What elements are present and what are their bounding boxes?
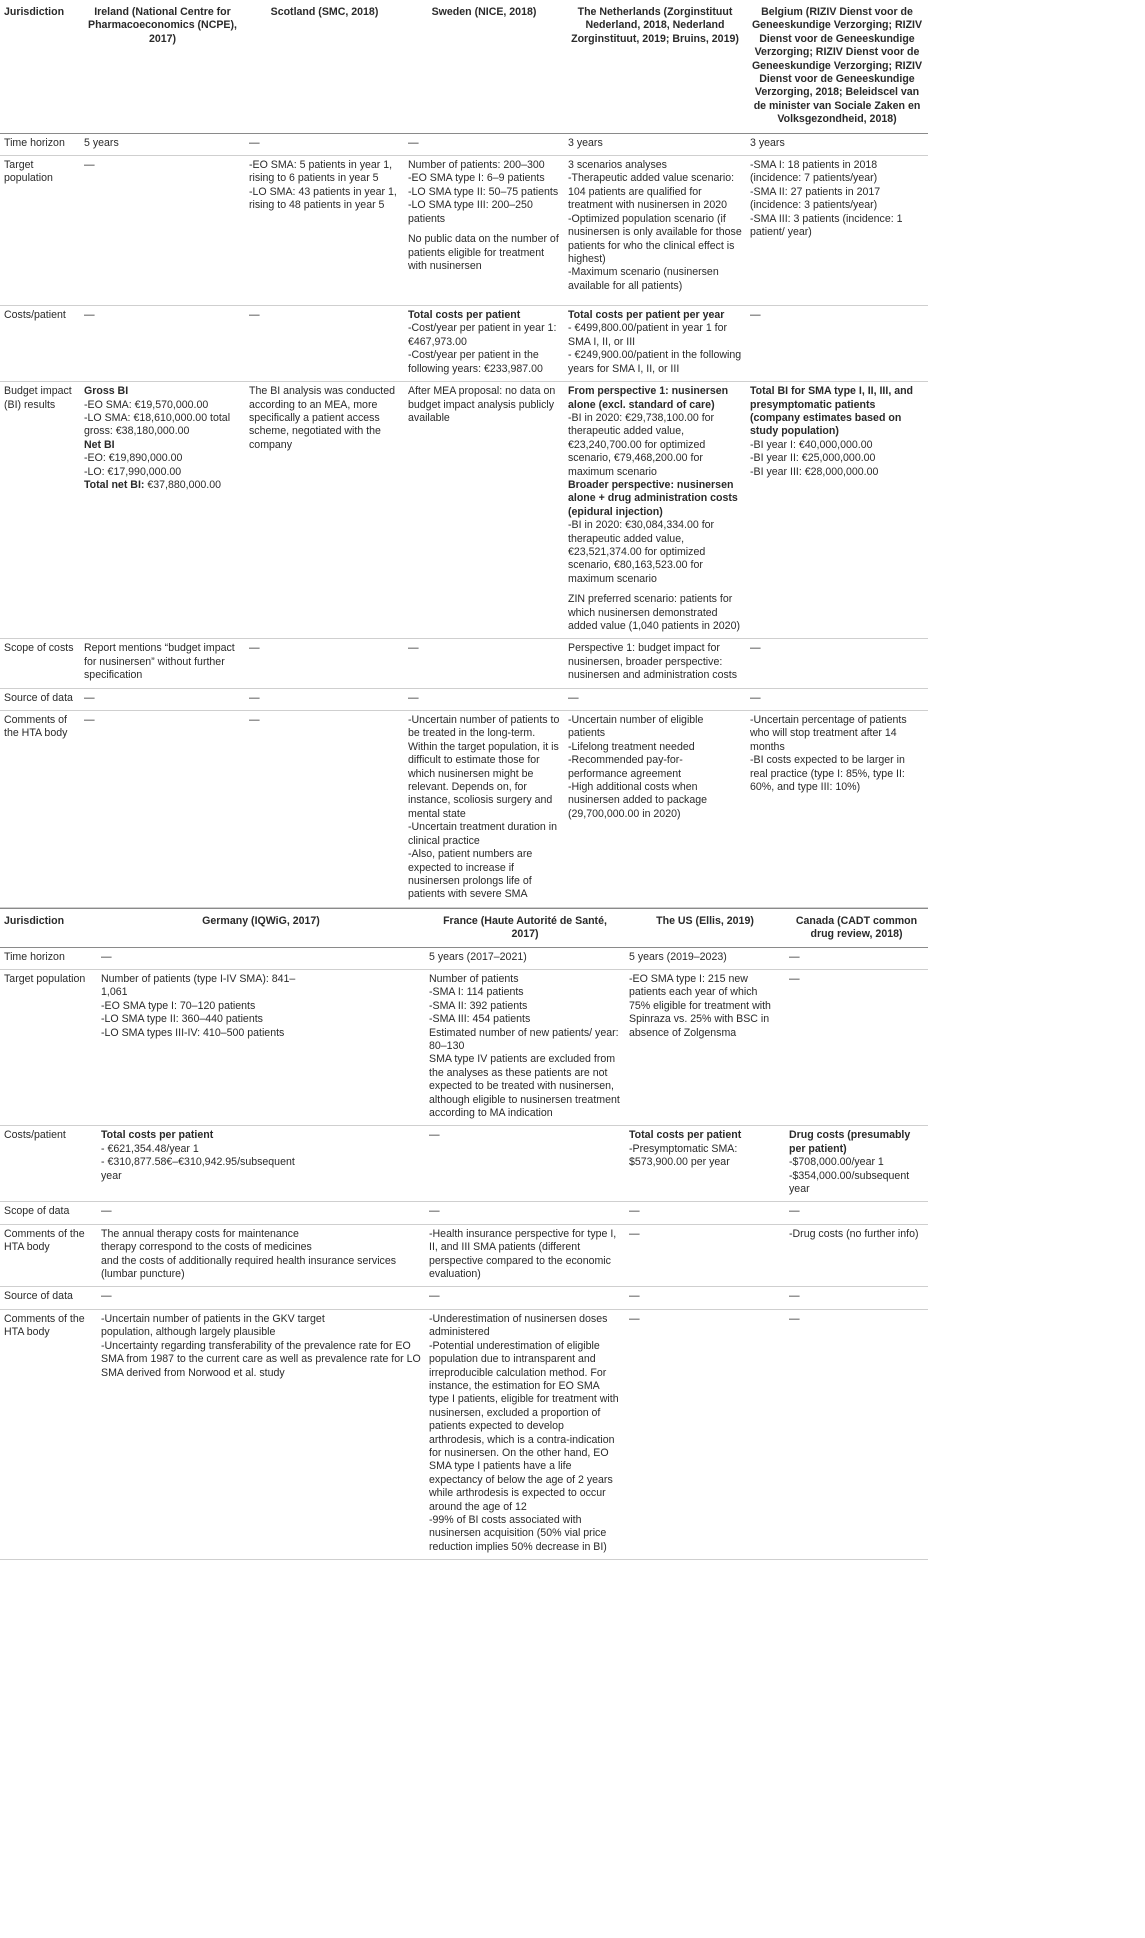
- row-label-budget-impact: Budget impact (BI) results: [0, 382, 80, 639]
- row-label-comments: Comments of the HTA body: [0, 711, 80, 908]
- row-label-comments: Comments of the HTA body: [0, 1224, 97, 1287]
- cell-sweden-scope: —: [404, 639, 564, 688]
- cell-france-source: —: [425, 1287, 625, 1309]
- row-label-costs-patient: Costs/patient: [0, 306, 80, 382]
- cell-belgium-budget-impact: [746, 382, 928, 639]
- text-line: SMA type IV patients are excluded from the analyses as these patients are not expected to be treated with nusinersen, although eligible to nusinersen treatment according to MA indication: [429, 1053, 620, 1119]
- cell-subheading: Total net BI:: [84, 478, 145, 491]
- cell-canada-costs: [785, 1126, 928, 1202]
- header-jurisdiction: Jurisdiction: [0, 0, 80, 133]
- text-line: -Uncertainty regarding transferability of the prevalence rate for EO SMA from 1987 to the current care as well as prevalence rate for LO SMA derived from Norwood et al. study: [101, 1339, 421, 1379]
- cell-france-comments-b: [425, 1309, 625, 1559]
- text-line: The annual therapy costs for maintenance therapy correspond to the costs of medicines: [101, 1227, 312, 1254]
- cell-netherlands-budget-impact: [564, 382, 746, 639]
- cell-belgium-comments: [746, 711, 928, 908]
- text-line: -Uncertain number of patients to be treated in the long-term. Within the target population, it is difficult to estimate those for which nusinersen might be relevant. Depends on, for instance, scoliosis surgery and mental state: [408, 714, 560, 820]
- text-line: -SMA I: 18 patients in 2018 (incidence: 7 patients/year): [750, 159, 878, 185]
- table-row: [0, 711, 928, 908]
- row-label-costs-patient: Costs/patient: [0, 1126, 97, 1202]
- cell-netherlands-scope: Perspective 1: budget impact for nusinersen, broader perspective: nusinersen and administration costs: [564, 639, 746, 688]
- cell-us-source: —: [625, 1287, 785, 1309]
- text-line: -LO SMA: 43 patients in year 1, rising to 48 patients in year 5: [249, 185, 397, 212]
- text-line: -SMA III: 454 patients: [429, 1013, 531, 1026]
- cell-canada-target-population: —: [785, 969, 928, 1125]
- text-line: ZIN preferred scenario: patients for which nusinersen demonstrated added value (1,040 patients in 2020): [568, 593, 740, 632]
- text-line: Number of patients (type I-IV SMA): 841–1,061: [101, 972, 296, 999]
- table-row: [0, 306, 928, 382]
- budget-impact-table-part-1: [0, 0, 928, 908]
- cell-canada-comments-b: —: [785, 1309, 928, 1559]
- table-row: [0, 639, 928, 688]
- text-line: -Therapeutic added value scenario: 104 patients are qualified for treatment with nusinersen in 2020: [568, 172, 735, 212]
- cell-ireland-target-population: —: [80, 156, 245, 306]
- text-line: -EO SMA type I: 6–9 patients: [408, 172, 545, 185]
- table2-header-row: [0, 908, 928, 947]
- table-row: [0, 156, 928, 306]
- row-label-target-population: Target population: [0, 156, 80, 306]
- text-line: -Presymptomatic SMA: $573,900.00 per year: [629, 1142, 738, 1169]
- cell-scotland-budget-impact: The BI analysis was conducted according to an MEA, more specifically a patient access scheme, negotiated with the company: [245, 382, 404, 639]
- header-netherlands: The Netherlands (Zorginstituut Nederland, 2018, Nederland Zorginstituut, 2019; Bruins, 2019): [564, 0, 746, 133]
- cell-sweden-source: —: [404, 688, 564, 710]
- cell-us-target-population: -EO SMA type I: 215 new patients each year of which 75% eligible for treatment with Spinraza vs. 25% with BSC in absence of Zolgensma: [625, 969, 785, 1125]
- text-line: -LO SMA type II: 360–440 patients: [101, 1013, 263, 1026]
- cell-us-scope: —: [625, 1202, 785, 1224]
- text-line: -Uncertain treatment duration in clinical practice: [408, 821, 557, 847]
- cell-us-comments-b: —: [625, 1309, 785, 1559]
- text-line: Estimated number of new patients/ year: 80–130: [429, 1026, 619, 1052]
- cell-subheading: Broader perspective: nusinersen alone + drug administration costs (epidural injection): [568, 478, 738, 518]
- table-row: [0, 382, 928, 639]
- cell-subheading: From perspective 1: nusinersen alone (excl. standard of care): [568, 385, 729, 411]
- row-label-scope-of-costs: Scope of costs: [0, 639, 80, 688]
- text-line: -Recommended pay-for-performance agreement: [568, 754, 683, 780]
- cell-scotland-comments: —: [245, 711, 404, 908]
- cell-sweden-time-horizon: —: [404, 133, 564, 155]
- header-ireland: Ireland (National Centre for Pharmacoeconomics (NCPE), 2017): [80, 0, 245, 133]
- text-line: - €621,354.48/year 1: [101, 1142, 199, 1155]
- header-canada: Canada (CADT common drug review, 2018): [785, 908, 928, 947]
- table-row: [0, 1224, 928, 1287]
- table-row: [0, 1309, 928, 1559]
- text-line: -EO SMA: €19,570,000.00: [84, 398, 209, 411]
- text-line: -LO SMA type III: 200–250 patients: [408, 199, 533, 225]
- header-france: France (Haute Autorité de Santé, 2017): [425, 908, 625, 947]
- text-line: Number of patients: 200–300: [408, 159, 545, 172]
- cell-germany-target-population: [97, 969, 425, 1125]
- cell-us-costs: [625, 1126, 785, 1202]
- cell-france-comments-a: -Health insurance perspective for type I, II, and III SMA patients (different perspective compared to the economic evaluation): [425, 1224, 625, 1287]
- table-row: [0, 1202, 928, 1224]
- cell-belgium-target-population: [746, 156, 928, 306]
- text-line: -BI costs expected to be larger in real practice (type I: 85%, type II: 60%, and type III: 10%): [750, 754, 905, 794]
- text-line: -SMA II: 392 patients: [429, 999, 528, 1012]
- text-line: Number of patients: [429, 972, 519, 985]
- text-line: -LO SMA: €18,610,000.00 total gross: €38,180,000.00: [84, 411, 231, 438]
- cell-subheading: Total costs per patient: [101, 1129, 214, 1142]
- row-label-time-horizon: Time horizon: [0, 133, 80, 155]
- cell-germany-time-horizon: —: [97, 947, 425, 969]
- cell-sweden-budget-impact: After MEA proposal: no data on budget impact analysis publicly available: [404, 382, 564, 639]
- cell-france-time-horizon: 5 years (2017–2021): [425, 947, 625, 969]
- cell-scotland-source: —: [245, 688, 404, 710]
- header-us: The US (Ellis, 2019): [625, 908, 785, 947]
- text-line: 3 scenarios analyses: [568, 159, 667, 172]
- header-sweden: Sweden (NICE, 2018): [404, 0, 564, 133]
- text-line: -Also, patient numbers are expected to increase if nusinersen prolongs life of patients with severe SMA: [408, 848, 533, 901]
- header-scotland: Scotland (SMC, 2018): [245, 0, 404, 133]
- text-line: €37,880,000.00: [147, 478, 222, 491]
- text-line: -BI year I: €40,000,000.00: [750, 438, 873, 451]
- cell-subheading: Drug costs (presumably per patient): [789, 1129, 911, 1155]
- text-line: -Underestimation of nusinersen doses administered: [429, 1312, 608, 1339]
- cell-belgium-costs: —: [746, 306, 928, 382]
- cell-germany-costs: [97, 1126, 425, 1202]
- cell-scotland-costs: —: [245, 306, 404, 382]
- cell-germany-comments-b: [97, 1309, 425, 1559]
- table-row: [0, 1287, 928, 1309]
- cell-netherlands-time-horizon: 3 years: [564, 133, 746, 155]
- header-jurisdiction: Jurisdiction: [0, 908, 97, 947]
- cell-us-time-horizon: 5 years (2019–2023): [625, 947, 785, 969]
- cell-ireland-source: —: [80, 688, 245, 710]
- cell-belgium-time-horizon: 3 years: [746, 133, 928, 155]
- table-row: [0, 133, 928, 155]
- text-line: - €249,900.00/patient in the following years for SMA I, II, or III: [568, 349, 742, 375]
- cell-germany-source: —: [97, 1287, 425, 1309]
- cell-canada-scope: —: [785, 1202, 928, 1224]
- cell-germany-scope: —: [97, 1202, 425, 1224]
- cell-subheading: Total costs per patient per year: [568, 309, 725, 322]
- text-line: -LO: €17,990,000.00: [84, 465, 182, 478]
- cell-belgium-scope: —: [746, 639, 928, 688]
- cell-sweden-costs: [404, 306, 564, 382]
- text-line: -Maximum scenario (nusinersen available for all patients): [568, 266, 719, 292]
- cell-canada-source: —: [785, 1287, 928, 1309]
- text-line: -$354,000.00/subsequent year: [789, 1169, 910, 1196]
- row-label-time-horizon: Time horizon: [0, 947, 97, 969]
- header-belgium: Belgium (RIZIV Dienst voor de Geneeskundige Verzorging; RIZIV Dienst voor de Geneeskundige Verzorging; RIZIV Dienst voor de Geneeskundige Verzorging; RIZIV Dienst voor de Geneeskundige Verzorging, 2018; Beleidscel van de minister van Sociale Zaken en Volksgezondheid, 2018): [746, 0, 928, 133]
- text-line: No public data on the number of patients eligible for treatment with nusinersen: [408, 233, 559, 272]
- cell-scotland-scope: —: [245, 639, 404, 688]
- text-line: -Uncertain number of patients in the GKV target population, although largely plausible: [101, 1312, 325, 1339]
- text-line: -BI in 2020: €30,084,334.00 for therapeutic added value, €23,521,374.00 for optimized scenario, €80,163,523.00 for maximum scenario: [568, 519, 715, 585]
- cell-netherlands-target-population: [564, 156, 746, 306]
- cell-netherlands-comments: [564, 711, 746, 908]
- text-line: -LO SMA types III-IV: 410–500 patients: [101, 1026, 285, 1039]
- row-label-target-population: Target population: [0, 969, 97, 1125]
- cell-ireland-costs: —: [80, 306, 245, 382]
- cell-netherlands-source: —: [564, 688, 746, 710]
- text-line: -EO SMA type I: 70–120 patients: [101, 999, 256, 1012]
- text-line: -Cost/year per patient in the following years: €233,987.00: [408, 349, 543, 375]
- text-line: -SMA II: 27 patients in 2017 (incidence: 3 patients/year): [750, 185, 881, 212]
- text-line: -EO: €19,890,000.00: [84, 452, 183, 465]
- budget-impact-table-part-2: [0, 908, 928, 1560]
- cell-subheading: Gross BI: [84, 385, 129, 398]
- row-label-source-of-data: Source of data: [0, 1287, 97, 1309]
- row-label-scope-of-data: Scope of data: [0, 1202, 97, 1224]
- cell-france-target-population: [425, 969, 625, 1125]
- text-line: -Uncertain percentage of patients who will stop treatment after 14 months: [750, 714, 907, 753]
- text-line: -Lifelong treatment needed: [568, 740, 695, 753]
- cell-canada-comments-a: -Drug costs (no further info): [785, 1224, 928, 1287]
- text-line: - €310,877.58€–€310,942.95/subsequent year: [101, 1156, 295, 1182]
- table-row: [0, 947, 928, 969]
- text-line: -Potential underestimation of eligible population due to intransparent and irreproducible calculation method. For instance, the estimation for EO SMA type I patients, eligible for treatment with nusinersen, excluded a proportion of patients expected to develop arthrodesis, which is a contra-indication for nusinersen. On the other hand, EO SMA type I patients have a life expectancy of below the age of 2 years while arthrodesis is expected to occur around the age of 12: [429, 1339, 619, 1513]
- text-line: -SMA III: 3 patients (incidence: 1 patient/ year): [750, 212, 903, 239]
- header-germany: Germany (IQWiG, 2017): [97, 908, 425, 947]
- text-line: - €499,800.00/patient in year 1 for SMA I, II, or III: [568, 322, 728, 348]
- cell-subheading: Total costs per patient: [408, 309, 521, 322]
- cell-france-scope: —: [425, 1202, 625, 1224]
- cell-france-costs: —: [425, 1126, 625, 1202]
- text-line: -Cost/year per patient in year 1: €467,973.00: [408, 322, 557, 348]
- text-line: -EO SMA: 5 patients in year 1, rising to 6 patients in year 5: [249, 159, 393, 185]
- cell-netherlands-costs: [564, 306, 746, 382]
- text-line: -High additional costs when nusinersen added to package (29,700,000.00 in 2020): [568, 781, 708, 820]
- cell-germany-comments-a: [97, 1224, 425, 1287]
- cell-subheading: Total BI for SMA type I, II, III, and presymptomatic patients (company estimates based on study population): [750, 385, 914, 438]
- cell-scotland-target-population: [245, 156, 404, 306]
- table-row: [0, 969, 928, 1125]
- text-line: -BI year II: €25,000,000.00: [750, 452, 876, 465]
- text-line: -LO SMA type II: 50–75 patients: [408, 185, 559, 198]
- cell-subheading: Net BI: [84, 438, 115, 451]
- cell-subheading: Total costs per patient: [629, 1129, 742, 1142]
- text-line: -BI in 2020: €29,738,100.00 for therapeutic added value, €23,240,700.00 for optimized scenario, €79,468,200.00 for maximum scenario: [568, 411, 715, 478]
- row-label-comments: Comments of the HTA body: [0, 1309, 97, 1559]
- cell-scotland-time-horizon: —: [245, 133, 404, 155]
- text-line: -BI year III: €28,000,000.00: [750, 465, 879, 478]
- row-label-source-of-data: Source of data: [0, 688, 80, 710]
- text-line: and the costs of additionally required health insurance services (lumbar puncture): [101, 1254, 397, 1281]
- text-line: -Optimized population scenario (if nusinersen is only available for those patients for who the clinical effect is highest): [568, 212, 742, 265]
- cell-canada-time-horizon: —: [785, 947, 928, 969]
- cell-us-comments-a: —: [625, 1224, 785, 1287]
- table-row: [0, 1126, 928, 1202]
- cell-sweden-comments: [404, 711, 564, 908]
- cell-ireland-budget-impact: [80, 382, 245, 639]
- table-row: [0, 688, 928, 710]
- cell-sweden-target-population: [404, 156, 564, 306]
- cell-ireland-time-horizon: 5 years: [80, 133, 245, 155]
- cell-belgium-source: —: [746, 688, 928, 710]
- text-line: -Uncertain number of eligible patients: [568, 714, 704, 740]
- text-line: -$708,000.00/year 1: [789, 1156, 884, 1169]
- cell-ireland-scope: Report mentions “budget impact for nusinersen” without further specification: [80, 639, 245, 688]
- text-line: -99% of BI costs associated with nusinersen acquisition (50% vial price reduction implies 50% decrease in BI): [429, 1513, 607, 1553]
- text-line: -SMA I: 114 patients: [429, 986, 524, 999]
- cell-ireland-comments: —: [80, 711, 245, 908]
- table1-header-row: [0, 0, 928, 133]
